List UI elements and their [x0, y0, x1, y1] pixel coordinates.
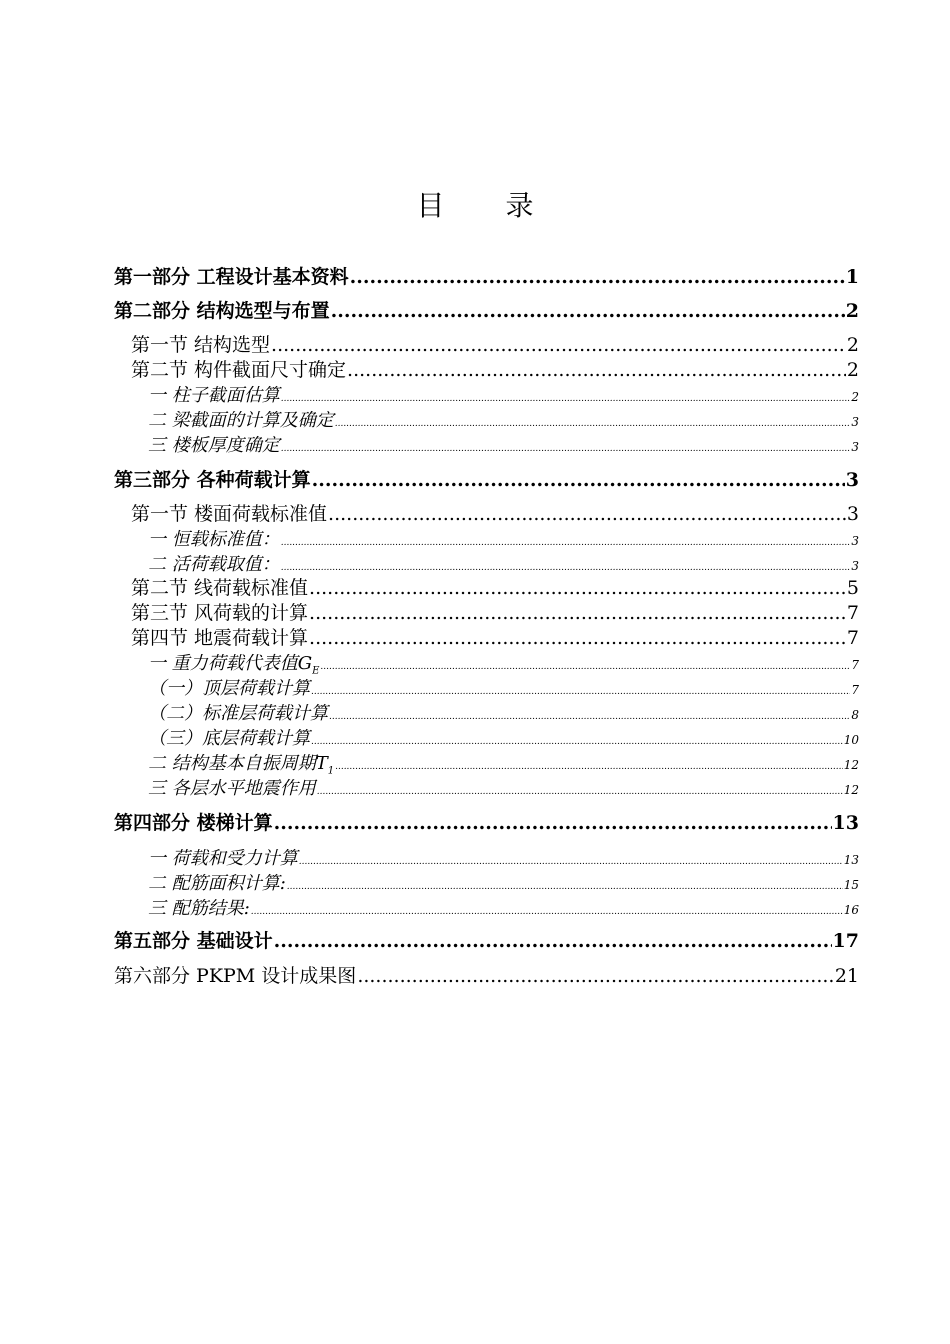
toc-entry-label: 第三部分 各种荷载计算 [114, 469, 311, 491]
toc-entry-page: 3 [851, 440, 859, 454]
toc-entry-label: 三 各层水平地震作用 [148, 778, 316, 799]
toc-entry[interactable] [114, 626, 859, 651]
toc-entry[interactable] [114, 963, 859, 989]
toc-entry-page: 12 [843, 758, 859, 772]
toc-entry-page: 3 [851, 415, 859, 429]
toc-entry[interactable] [114, 358, 859, 383]
toc-entry[interactable] [114, 928, 859, 954]
toc-entry-page: 2 [851, 390, 859, 404]
page-title: 目 录 [416, 189, 560, 222]
toc-entry[interactable] [114, 601, 859, 626]
toc-entry-page: 3 [845, 469, 859, 491]
toc-entry-page: 7 [851, 658, 859, 672]
toc-entry-label: （一）顶层荷载计算 [148, 678, 310, 699]
toc-entry-label: （三）底层荷载计算 [148, 728, 310, 749]
toc-entry-page: 7 [846, 602, 859, 624]
toc-entry-page: 2 [845, 300, 859, 322]
toc-leader-dots [331, 298, 845, 324]
toc-entry-label: 第六部分 PKPM 设计成果图 [114, 965, 357, 987]
toc-entry-label: 第四部分 楼梯计算 [114, 812, 273, 834]
toc-entry[interactable] [114, 776, 859, 805]
toc-leader-dots [281, 437, 851, 462]
toc-entry[interactable] [114, 298, 859, 324]
toc-entry-label: 第一节 楼面荷载标准值 [131, 503, 328, 525]
toc-leader-dots [357, 963, 834, 989]
toc-entry-label: 三 楼板厚度确定 [148, 435, 280, 456]
toc-entry-label: 一 重力荷载代表值$G_E$ [148, 653, 320, 677]
toc-entry-label: 二 结构基本自振周期$T_1$ [148, 753, 335, 777]
toc-entry-label: 第一节 结构选型 [131, 334, 271, 356]
toc-entry-page: 2 [846, 359, 859, 381]
toc-entry-label: 一 恒载标准值： [148, 529, 280, 550]
toc-leader-dots [309, 626, 846, 651]
toc-entry-label: 第三节 风荷载的计算 [131, 602, 309, 624]
toc-entry-page: 3 [851, 534, 859, 548]
toc-entry-label: 第二节 构件截面尺寸确定 [131, 359, 347, 381]
toc-entry-label: 第五部分 基础设计 [114, 930, 273, 952]
toc-entry-label: 第二节 线荷载标准值 [131, 577, 309, 599]
toc-entry-label: 一 荷载和受力计算 [148, 848, 298, 869]
toc-entry-page: 2 [846, 334, 859, 356]
toc-entry-label: 第一部分 工程设计基本资料 [114, 266, 349, 288]
toc-entry-label: 第四节 地震荷载计算 [131, 627, 309, 649]
toc-entry-page: 15 [843, 878, 859, 892]
toc-entry-page: 13 [843, 853, 859, 867]
toc-entry[interactable] [114, 810, 859, 836]
toc-entry[interactable] [114, 264, 859, 290]
toc-entry-page: 13 [832, 812, 859, 834]
toc-entry-label: 一 柱子截面估算 [148, 385, 280, 406]
toc-entry[interactable] [114, 576, 859, 601]
toc-entry-page: 10 [843, 733, 859, 747]
toc-entry[interactable] [114, 502, 859, 527]
toc-entry-label: 三 配筋结果: [148, 898, 250, 919]
toc-leader-dots [317, 780, 843, 805]
toc-entry[interactable] [114, 896, 859, 925]
toc-leader-dots [274, 810, 832, 836]
toc-entry-page: 21 [834, 965, 859, 987]
toc-leader-dots [350, 264, 845, 290]
toc-entry-page: 8 [851, 708, 859, 722]
toc-leader-dots [309, 576, 846, 601]
toc-entry[interactable] [114, 433, 859, 462]
toc-entry[interactable] [114, 467, 859, 493]
toc-leader-dots [251, 900, 843, 925]
toc-leader-dots [274, 928, 832, 954]
toc-entry[interactable] [114, 333, 859, 358]
toc-entry-label: 第二部分 结构选型与布置 [114, 300, 330, 322]
toc-entry-page: 7 [851, 683, 859, 697]
toc-entry-page: 7 [846, 627, 859, 649]
toc-leader-dots [309, 601, 846, 626]
toc-entry-page: 5 [846, 577, 859, 599]
toc-entry-label: 二 活荷载取值： [148, 554, 280, 575]
toc-entry-label: （二）标准层荷载计算 [148, 703, 328, 724]
toc-entry-page: 3 [851, 559, 859, 573]
toc-leader-dots [347, 358, 846, 383]
toc-entry-page: 16 [843, 903, 859, 917]
toc-entry-page: 3 [846, 503, 859, 525]
toc-leader-dots [271, 333, 846, 358]
toc-entry-page: 12 [843, 783, 859, 797]
toc-leader-dots [312, 467, 845, 493]
toc-leader-dots [328, 502, 846, 527]
toc-entry-page: 1 [845, 266, 859, 288]
toc-entry-label: 二 梁截面的计算及确定 [148, 410, 334, 431]
toc-entry-page: 17 [832, 930, 859, 952]
toc-entry-label: 二 配筋面积计算: [148, 873, 286, 894]
